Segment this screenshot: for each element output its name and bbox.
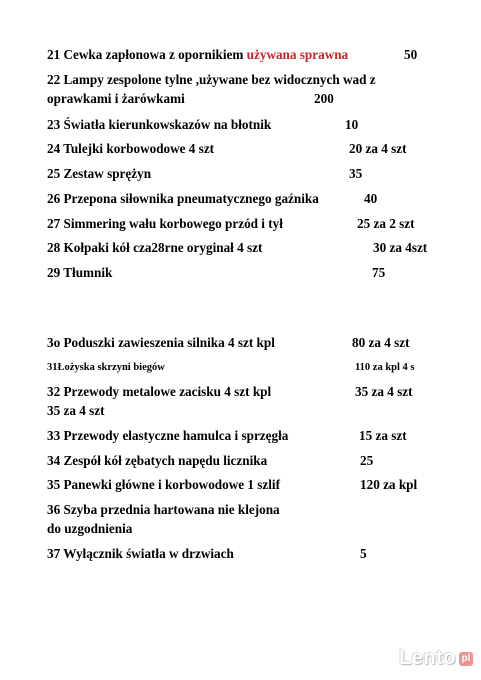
item-33-value: 15 za szt [359,428,407,443]
item-23-value: 10 [345,117,359,132]
item-26-value: 40 [364,191,378,206]
item-31-value: 110 za kpl 4 s [355,362,415,373]
watermark-badge: pl [459,652,473,666]
item-29-value: 75 [372,265,386,280]
item-22-text-line2: oprawkami i żarówkami [47,91,185,106]
item-32-text-line2: 35 za 4 szt [47,403,105,418]
watermark-logo-text: Lento [399,647,456,669]
item-24-value: 20 za 4 szt [349,141,407,156]
item-21 [47,47,348,63]
item-21-value: 50 [404,47,418,62]
item-22-value: 200 [314,91,334,106]
item-23-text: 23 Światła kierunkowskazów na błotnik [47,117,272,132]
item-31-text: 31Łożyska skrzyni biegów [47,362,165,373]
item-27-text: 27 Simmering wału korbowego przód i tył [47,216,283,231]
item-36-text: 36 Szyba przednia hartowana nie klejona [47,502,280,517]
item-32-value: 35 za 4 szt [355,384,413,399]
item-29-text: 29 Tłumnik [47,265,113,280]
item-33-text: 33 Przewody elastyczne hamulca i sprzęgła [47,428,289,443]
item-34-text: 34 Zespół kół zębatych napędu licznika [47,453,268,468]
item-26-text: 26 Przepona siłownika pneumatycznego gaźnika [47,191,319,206]
lento-watermark [399,647,473,670]
item-30-text: 3o Poduszki zawieszenia silnika 4 szt kpl [47,335,275,350]
item-22-text: 22 Lampy zespolone tylne ,używane bez widocznych wad z [47,72,376,87]
item-28-value: 30 za 4szt [373,240,428,255]
item-35-value: 120 za kpl [360,477,418,492]
item-34-value: 25 [360,453,374,468]
item-37-text: 37 Wyłącznik światła w drzwiach [47,546,234,561]
item-32-text: 32 Przewody metalowe zacisku 4 szt kpl [47,384,272,399]
item-28-text: 28 Kołpaki kół cza28rne oryginał 4 szt [47,240,263,255]
item-35-text: 35 Panewki główne i korbowodowe 1 szlif [47,477,280,492]
item-27-value: 25 za 2 szt [357,216,415,231]
item-25-value: 35 [349,166,363,181]
item-24-text: 24 Tulejki korbowodowe 4 szt [47,141,215,156]
item-36-text-line2: do uzgodnienia [47,521,133,536]
item-21-highlight: używana sprawna [246,47,349,62]
item-30-value: 80 za 4 szt [352,335,410,350]
item-21-text: 21 Cewka zapłonowa z opornikiem [47,47,247,62]
item-25-text: 25 Zestaw sprężyn [47,166,152,181]
item-37-value: 5 [360,546,367,561]
